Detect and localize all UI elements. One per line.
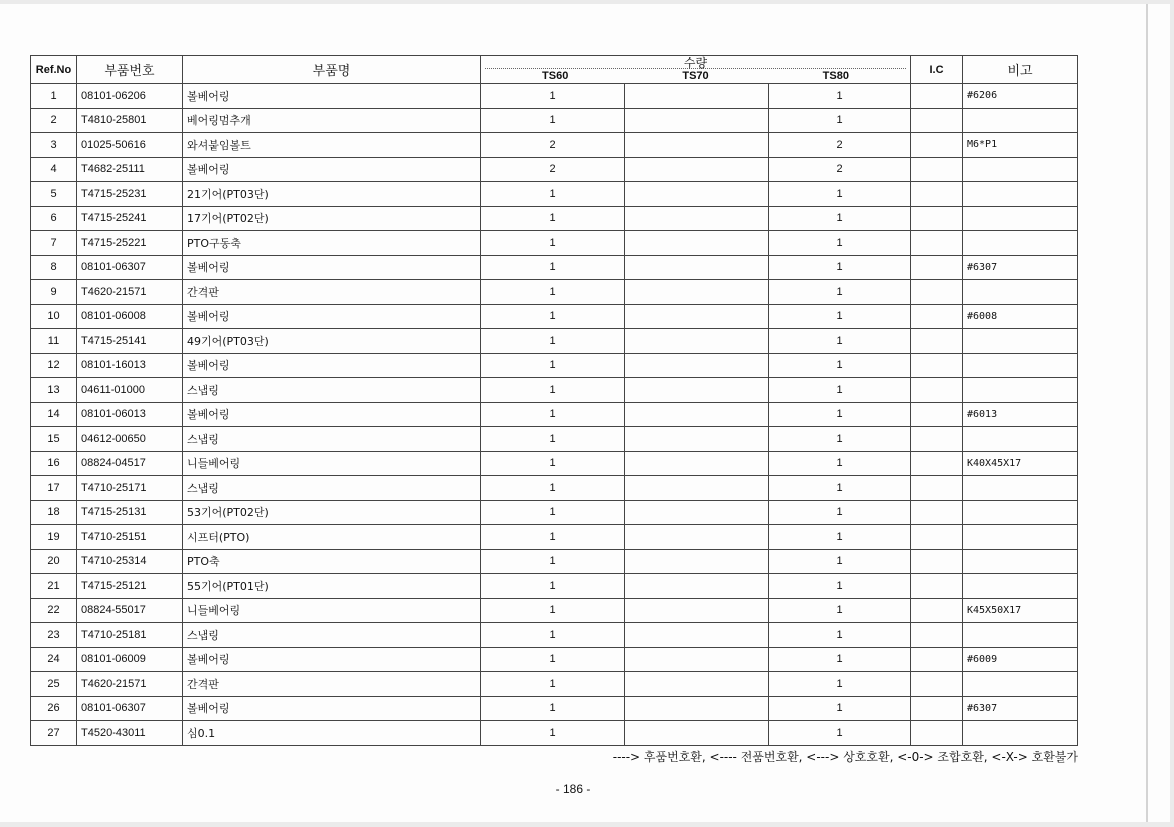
cell-remark <box>963 500 1078 525</box>
cell-ref-no: 11 <box>31 329 77 354</box>
header-ref-no: Ref.No <box>31 56 77 84</box>
cell-qty-ts60: 1 <box>481 182 625 207</box>
table-row <box>31 647 1078 672</box>
table-row <box>31 427 1078 452</box>
cell-qty-ts80: 1 <box>769 476 911 501</box>
cell-part-name: PTO축 <box>183 549 481 574</box>
cell-ic <box>911 402 963 427</box>
cell-qty-ts60: 1 <box>481 549 625 574</box>
cell-ref-no: 22 <box>31 598 77 623</box>
cell-remark <box>963 108 1078 133</box>
cell-remark <box>963 206 1078 231</box>
cell-part-number: 08101-06206 <box>77 84 183 109</box>
cell-qty-ts70 <box>625 721 769 746</box>
table-row <box>31 378 1078 403</box>
cell-ref-no: 17 <box>31 476 77 501</box>
cell-qty-ts60: 1 <box>481 255 625 280</box>
cell-qty-ts80: 1 <box>769 549 911 574</box>
cell-ic <box>911 353 963 378</box>
table-row <box>31 231 1078 256</box>
cell-part-name: 니들베어링 <box>183 451 481 476</box>
cell-part-number: T4710-25314 <box>77 549 183 574</box>
cell-part-number: T4520-43011 <box>77 721 183 746</box>
cell-qty-ts70 <box>625 280 769 305</box>
cell-qty-ts80: 1 <box>769 84 911 109</box>
header-model-row <box>485 68 906 82</box>
cell-qty-ts60: 1 <box>481 574 625 599</box>
cell-part-number: 04612-00650 <box>77 427 183 452</box>
cell-qty-ts80: 1 <box>769 623 911 648</box>
cell-qty-ts80: 1 <box>769 378 911 403</box>
table-row <box>31 525 1078 550</box>
cell-qty-ts60: 1 <box>481 500 625 525</box>
cell-remark <box>963 721 1078 746</box>
cell-qty-ts80: 1 <box>769 427 911 452</box>
cell-part-name: 21기어(PT03단) <box>183 182 481 207</box>
cell-ref-no: 1 <box>31 84 77 109</box>
table-row <box>31 598 1078 623</box>
cell-ref-no: 6 <box>31 206 77 231</box>
cell-ref-no: 24 <box>31 647 77 672</box>
cell-ref-no: 27 <box>31 721 77 746</box>
cell-ref-no: 3 <box>31 133 77 158</box>
cell-qty-ts70 <box>625 378 769 403</box>
cell-part-name: 53기어(PT02단) <box>183 500 481 525</box>
cell-qty-ts80: 1 <box>769 721 911 746</box>
cell-part-number: 08101-06307 <box>77 255 183 280</box>
table-row <box>31 353 1078 378</box>
cell-qty-ts80: 1 <box>769 329 911 354</box>
table-row <box>31 304 1078 329</box>
cell-ref-no: 26 <box>31 696 77 721</box>
cell-qty-ts60: 1 <box>481 206 625 231</box>
cell-qty-ts70 <box>625 598 769 623</box>
cell-part-number: T4710-25151 <box>77 525 183 550</box>
cell-remark: #6307 <box>963 255 1078 280</box>
cell-qty-ts80: 1 <box>769 353 911 378</box>
cell-qty-ts80: 1 <box>769 255 911 280</box>
cell-part-number: 08824-55017 <box>77 598 183 623</box>
cell-remark <box>963 231 1078 256</box>
table-header-row <box>31 56 1078 84</box>
table-row <box>31 402 1078 427</box>
cell-qty-ts60: 1 <box>481 696 625 721</box>
cell-ic <box>911 721 963 746</box>
cell-qty-ts60: 1 <box>481 451 625 476</box>
cell-qty-ts70 <box>625 182 769 207</box>
cell-remark <box>963 623 1078 648</box>
table-body <box>31 84 1078 746</box>
cell-part-name: 볼베어링 <box>183 84 481 109</box>
cell-remark <box>963 329 1078 354</box>
page-number: - 186 - <box>555 782 591 796</box>
cell-part-name: 볼베어링 <box>183 696 481 721</box>
cell-part-name: 니들베어링 <box>183 598 481 623</box>
cell-remark: K45X50X17 <box>963 598 1078 623</box>
cell-remark: M6*P1 <box>963 133 1078 158</box>
cell-qty-ts80: 1 <box>769 182 911 207</box>
cell-qty-ts70 <box>625 427 769 452</box>
cell-qty-ts70 <box>625 133 769 158</box>
cell-ic <box>911 696 963 721</box>
cell-remark <box>963 157 1078 182</box>
cell-part-name: 볼베어링 <box>183 647 481 672</box>
cell-qty-ts60: 2 <box>481 157 625 182</box>
cell-ref-no: 25 <box>31 672 77 697</box>
cell-remark: #6009 <box>963 647 1078 672</box>
table-row <box>31 206 1078 231</box>
cell-ic <box>911 133 963 158</box>
table-row <box>31 476 1078 501</box>
cell-part-name: 스냅링 <box>183 623 481 648</box>
cell-ref-no: 18 <box>31 500 77 525</box>
cell-ic <box>911 623 963 648</box>
table-row <box>31 549 1078 574</box>
cell-qty-ts60: 1 <box>481 304 625 329</box>
cell-qty-ts70 <box>625 255 769 280</box>
cell-part-number: T4715-25241 <box>77 206 183 231</box>
cell-remark: #6013 <box>963 402 1078 427</box>
table-row <box>31 255 1078 280</box>
header-model-ts60: TS60 <box>542 70 569 82</box>
cell-part-number: T4715-25221 <box>77 231 183 256</box>
cell-ic <box>911 182 963 207</box>
header-part-name: 부품명 <box>183 56 481 84</box>
cell-qty-ts80: 1 <box>769 574 911 599</box>
interchange-legend: ----> 후품번호환, <---- 전품번호환, <---> 상호호환, <-0-> 조합호환, <-X-> 호환불가 <box>612 750 1078 764</box>
cell-ref-no: 5 <box>31 182 77 207</box>
table-row <box>31 108 1078 133</box>
cell-part-number: T4715-25231 <box>77 182 183 207</box>
cell-remark <box>963 378 1078 403</box>
cell-part-number: 08824-04517 <box>77 451 183 476</box>
header-model-ts70: TS70 <box>682 70 709 82</box>
cell-part-number: T4682-25111 <box>77 157 183 182</box>
cell-qty-ts70 <box>625 623 769 648</box>
table-row <box>31 672 1078 697</box>
cell-ref-no: 10 <box>31 304 77 329</box>
cell-ic <box>911 378 963 403</box>
cell-part-name: 와셔붙임볼트 <box>183 133 481 158</box>
cell-ic <box>911 329 963 354</box>
cell-qty-ts60: 1 <box>481 721 625 746</box>
cell-remark <box>963 549 1078 574</box>
cell-remark: #6008 <box>963 304 1078 329</box>
cell-remark: K40X45X17 <box>963 451 1078 476</box>
cell-ic <box>911 280 963 305</box>
cell-part-number: T4715-25121 <box>77 574 183 599</box>
cell-remark: #6307 <box>963 696 1078 721</box>
cell-qty-ts60: 1 <box>481 84 625 109</box>
cell-part-number: T4710-25181 <box>77 623 183 648</box>
table-row <box>31 84 1078 109</box>
cell-qty-ts70 <box>625 525 769 550</box>
cell-remark <box>963 672 1078 697</box>
cell-ref-no: 14 <box>31 402 77 427</box>
cell-qty-ts80: 1 <box>769 451 911 476</box>
cell-qty-ts70 <box>625 84 769 109</box>
table-row <box>31 329 1078 354</box>
cell-ic <box>911 647 963 672</box>
cell-ref-no: 7 <box>31 231 77 256</box>
cell-ic <box>911 598 963 623</box>
cell-ref-no: 9 <box>31 280 77 305</box>
cell-qty-ts80: 1 <box>769 231 911 256</box>
cell-qty-ts80: 1 <box>769 280 911 305</box>
cell-ref-no: 21 <box>31 574 77 599</box>
cell-qty-ts80: 2 <box>769 133 911 158</box>
cell-remark <box>963 182 1078 207</box>
cell-qty-ts70 <box>625 672 769 697</box>
cell-part-number: T4715-25131 <box>77 500 183 525</box>
cell-part-name: 볼베어링 <box>183 402 481 427</box>
cell-part-name: 심0.1 <box>183 721 481 746</box>
cell-remark: #6206 <box>963 84 1078 109</box>
cell-ic <box>911 206 963 231</box>
cell-qty-ts70 <box>625 304 769 329</box>
parts-table <box>30 55 1078 746</box>
table-row <box>31 721 1078 746</box>
cell-part-name: PTO구동축 <box>183 231 481 256</box>
cell-qty-ts80: 1 <box>769 402 911 427</box>
cell-remark <box>963 476 1078 501</box>
cell-qty-ts60: 1 <box>481 427 625 452</box>
cell-part-name: 스냅링 <box>183 476 481 501</box>
cell-qty-ts80: 1 <box>769 206 911 231</box>
cell-part-name: 볼베어링 <box>183 255 481 280</box>
cell-qty-ts80: 1 <box>769 647 911 672</box>
cell-ref-no: 12 <box>31 353 77 378</box>
header-remark: 비고 <box>963 56 1078 84</box>
cell-qty-ts60: 1 <box>481 108 625 133</box>
cell-ic <box>911 476 963 501</box>
cell-qty-ts60: 1 <box>481 598 625 623</box>
table-row <box>31 574 1078 599</box>
cell-ref-no: 2 <box>31 108 77 133</box>
cell-ic <box>911 574 963 599</box>
cell-part-number: 08101-06008 <box>77 304 183 329</box>
cell-ref-no: 19 <box>31 525 77 550</box>
cell-qty-ts60: 1 <box>481 623 625 648</box>
cell-qty-ts70 <box>625 574 769 599</box>
cell-part-name: 49기어(PT03단) <box>183 329 481 354</box>
cell-part-number: 08101-06009 <box>77 647 183 672</box>
cell-qty-ts70 <box>625 549 769 574</box>
cell-part-name: 17기어(PT02단) <box>183 206 481 231</box>
table-row <box>31 157 1078 182</box>
header-quantity <box>481 56 911 84</box>
cell-part-number: T4810-25801 <box>77 108 183 133</box>
cell-part-name: 간격판 <box>183 672 481 697</box>
cell-part-name: 볼베어링 <box>183 353 481 378</box>
cell-part-name: 시프터(PTO) <box>183 525 481 550</box>
cell-qty-ts70 <box>625 206 769 231</box>
cell-qty-ts70 <box>625 157 769 182</box>
cell-qty-ts80: 2 <box>769 157 911 182</box>
header-ic: I.C <box>911 56 963 84</box>
cell-qty-ts70 <box>625 231 769 256</box>
cell-qty-ts60: 1 <box>481 402 625 427</box>
cell-part-name: 스냅링 <box>183 427 481 452</box>
table-row <box>31 696 1078 721</box>
cell-qty-ts70 <box>625 451 769 476</box>
cell-qty-ts70 <box>625 696 769 721</box>
cell-ref-no: 13 <box>31 378 77 403</box>
header-quantity-title: 수량 <box>683 56 708 70</box>
cell-part-number: 04611-01000 <box>77 378 183 403</box>
cell-ic <box>911 255 963 280</box>
header-model-ts80: TS80 <box>822 70 849 82</box>
cell-remark <box>963 353 1078 378</box>
cell-part-name: 스냅링 <box>183 378 481 403</box>
cell-ic <box>911 672 963 697</box>
cell-ic <box>911 157 963 182</box>
cell-qty-ts60: 1 <box>481 647 625 672</box>
table-row <box>31 500 1078 525</box>
cell-qty-ts80: 1 <box>769 500 911 525</box>
cell-qty-ts80: 1 <box>769 598 911 623</box>
cell-qty-ts70 <box>625 329 769 354</box>
cell-ref-no: 16 <box>31 451 77 476</box>
cell-remark <box>963 427 1078 452</box>
cell-qty-ts80: 1 <box>769 304 911 329</box>
cell-ic <box>911 304 963 329</box>
cell-qty-ts60: 1 <box>481 476 625 501</box>
cell-part-name: 볼베어링 <box>183 304 481 329</box>
cell-qty-ts70 <box>625 500 769 525</box>
cell-qty-ts60: 1 <box>481 329 625 354</box>
cell-qty-ts80: 1 <box>769 108 911 133</box>
cell-ref-no: 4 <box>31 157 77 182</box>
cell-ref-no: 15 <box>31 427 77 452</box>
cell-part-name: 베어링멈추개 <box>183 108 481 133</box>
cell-remark <box>963 525 1078 550</box>
table-row <box>31 182 1078 207</box>
cell-qty-ts80: 1 <box>769 672 911 697</box>
cell-remark <box>963 280 1078 305</box>
cell-part-name: 볼베어링 <box>183 157 481 182</box>
cell-qty-ts80: 1 <box>769 696 911 721</box>
cell-qty-ts60: 1 <box>481 672 625 697</box>
cell-qty-ts60: 1 <box>481 231 625 256</box>
cell-ic <box>911 500 963 525</box>
cell-remark <box>963 574 1078 599</box>
cell-qty-ts60: 1 <box>481 353 625 378</box>
cell-qty-ts60: 1 <box>481 378 625 403</box>
cell-qty-ts70 <box>625 647 769 672</box>
cell-qty-ts70 <box>625 402 769 427</box>
cell-qty-ts70 <box>625 476 769 501</box>
cell-qty-ts60: 2 <box>481 133 625 158</box>
cell-ic <box>911 549 963 574</box>
cell-ic <box>911 108 963 133</box>
cell-part-name: 55기어(PT01단) <box>183 574 481 599</box>
cell-part-number: 08101-06307 <box>77 696 183 721</box>
cell-qty-ts60: 1 <box>481 280 625 305</box>
table-row <box>31 280 1078 305</box>
page-edge-line <box>1146 4 1148 822</box>
cell-ref-no: 20 <box>31 549 77 574</box>
cell-ic <box>911 427 963 452</box>
cell-part-number: T4620-21571 <box>77 280 183 305</box>
table-row <box>31 133 1078 158</box>
cell-part-number: T4620-21571 <box>77 672 183 697</box>
cell-qty-ts60: 1 <box>481 525 625 550</box>
cell-qty-ts70 <box>625 353 769 378</box>
cell-part-number: 08101-16013 <box>77 353 183 378</box>
cell-ref-no: 8 <box>31 255 77 280</box>
table-row <box>31 451 1078 476</box>
cell-qty-ts80: 1 <box>769 525 911 550</box>
cell-ic <box>911 84 963 109</box>
table-row <box>31 623 1078 648</box>
cell-part-number: 01025-50616 <box>77 133 183 158</box>
cell-ic <box>911 231 963 256</box>
cell-part-number: T4715-25141 <box>77 329 183 354</box>
cell-ic <box>911 525 963 550</box>
cell-part-number: 08101-06013 <box>77 402 183 427</box>
cell-ref-no: 23 <box>31 623 77 648</box>
cell-part-name: 간격판 <box>183 280 481 305</box>
cell-ic <box>911 451 963 476</box>
cell-qty-ts70 <box>625 108 769 133</box>
header-part-number: 부품번호 <box>77 56 183 84</box>
cell-part-number: T4710-25171 <box>77 476 183 501</box>
